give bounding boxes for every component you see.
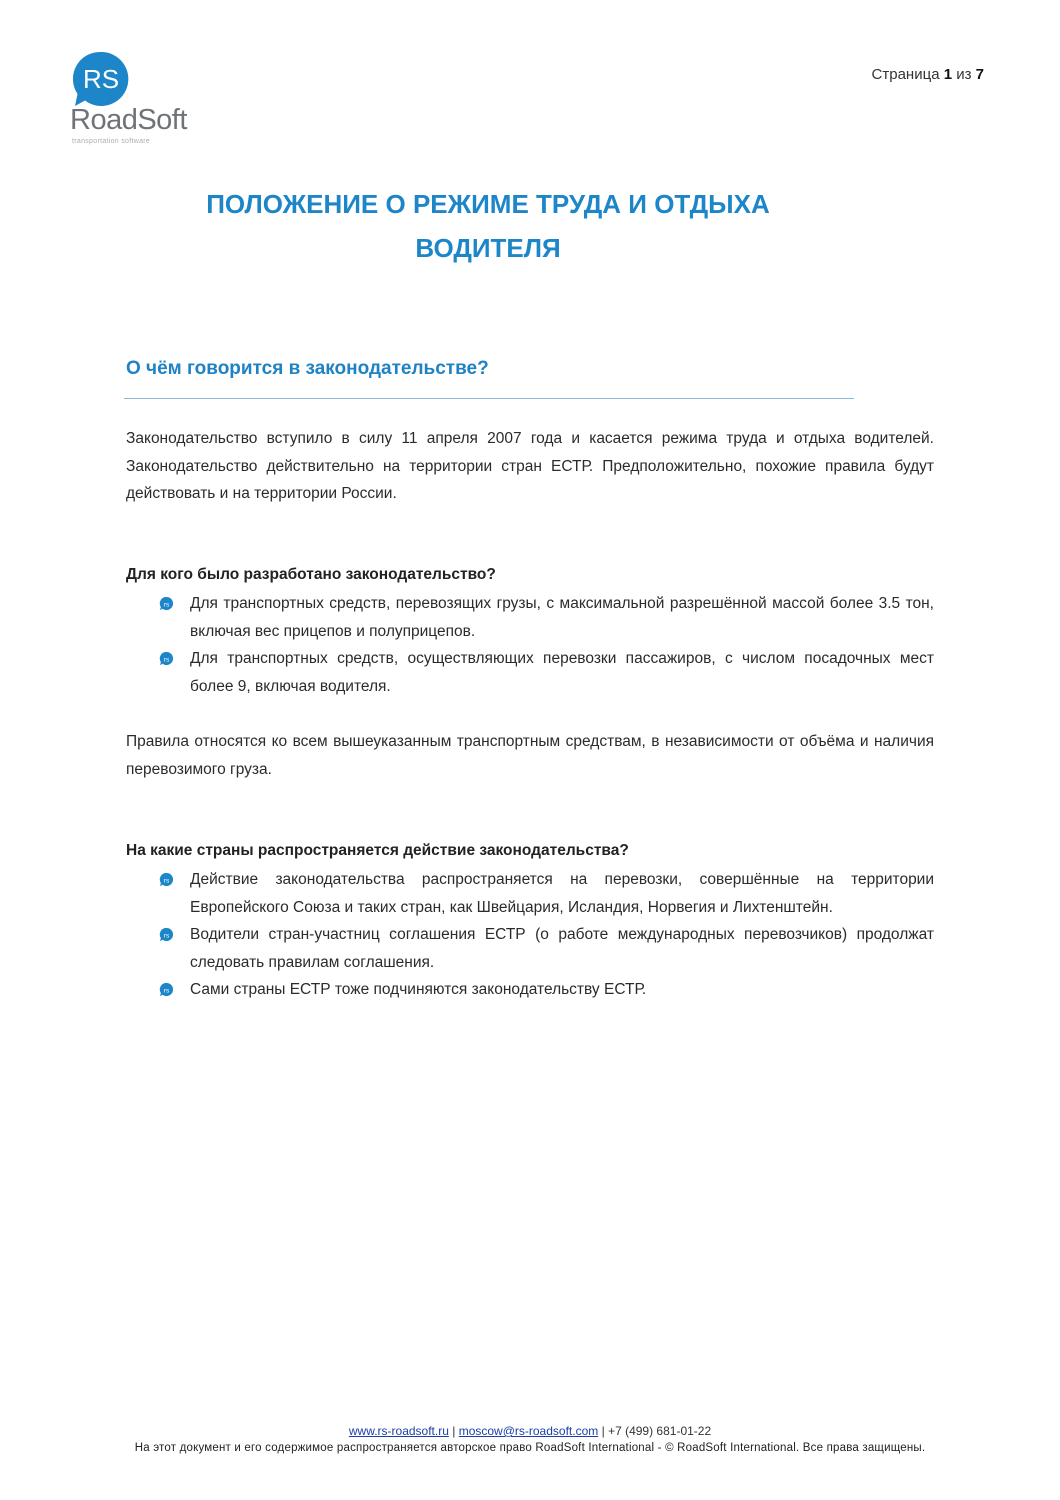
- list-item: [126, 645, 934, 700]
- question-countries: На какие страны распространяется действие законодательства?: [126, 842, 629, 859]
- title-line-2: ВОДИТЕЛЯ: [415, 233, 561, 263]
- footer-separator: |: [601, 1424, 605, 1438]
- page-label: Страница: [871, 66, 940, 83]
- svg-text:rs: rs: [163, 656, 170, 664]
- logo-letters: RS: [82, 64, 120, 94]
- list-item-text: Для транспортных средств, осуществляющих перевозки пассажиров, с числом посадочных мест более 9, включая водителя.: [190, 650, 934, 695]
- copyright-notice: На этот документ и его содержимое распространяется авторское право RoadSoft International - © RoadSoft International. Все права защищены.: [134, 1442, 926, 1454]
- section-heading: О чём говорится в законодательстве?: [126, 358, 489, 379]
- phone-number: +7 (499) 681-01-22: [608, 1424, 712, 1438]
- document-title: [130, 182, 846, 270]
- list-item-text: Водители стран-участниц соглашения ЕСТР (о работе международных перевозчиков) продолжат следовать правилам соглашения.: [190, 926, 934, 971]
- svg-text:rs: rs: [163, 932, 170, 940]
- title-line-1: ПОЛОЖЕНИЕ О РЕЖИМЕ ТРУДА И ОТДЫХА: [206, 189, 770, 219]
- page-number: [872, 66, 984, 83]
- roadsoft-logo: [70, 50, 200, 150]
- rs-bullet-icon: [159, 651, 174, 666]
- heading-divider: [124, 398, 854, 399]
- logo-tagline: transportation software: [72, 138, 151, 145]
- list-item: [126, 590, 934, 645]
- rs-bullet-icon: [159, 872, 174, 887]
- list-item: [126, 866, 934, 921]
- intro-paragraph: Законодательство вступило в силу 11 апреля 2007 года и касается режима труда и отдыха водителей. Законодательство действительно на территории стран ЕСТР. Предположительно, похожие правила будут действовать и на территории России.: [126, 430, 934, 502]
- note-paragraph: Правила относятся ко всем вышеуказанным транспортным средствам, в независимости от объёма и наличия перевозимого груза.: [126, 733, 934, 778]
- page-of: из: [956, 66, 972, 83]
- list-item: [126, 921, 934, 976]
- rs-bullet-icon: [159, 596, 174, 611]
- svg-text:rs: rs: [163, 877, 170, 885]
- question-who: Для кого было разработано законодательство?: [126, 566, 496, 583]
- svg-text:rs: rs: [163, 601, 170, 609]
- rs-bullet-icon: [159, 927, 174, 942]
- logo-wordmark: RoadSoft: [70, 104, 187, 136]
- list-item: [126, 976, 934, 1004]
- page-current: 1: [943, 66, 953, 83]
- footer-separator: |: [452, 1424, 456, 1438]
- footer-contacts: [0, 1424, 1060, 1438]
- countries-list: [126, 866, 934, 1004]
- svg-text:rs: rs: [163, 987, 170, 995]
- who-list: [126, 590, 934, 700]
- list-item-text: Сами страны ЕСТР тоже подчиняются законодательству ЕСТР.: [190, 981, 647, 998]
- list-item-text: Действие законодательства распространяется на перевозки, совершённые на территории Европейского Союза и таких стран, как Швейцария, Исландия, Норвегия и Лихтенштейн.: [190, 871, 934, 916]
- list-item-text: Для транспортных средств, перевозящих грузы, с максимальной разрешённой массой более 3.5 тон, включая вес прицепов и полуприцепов.: [190, 595, 934, 640]
- page-total: 7: [975, 66, 984, 83]
- rs-speech-bubble-icon: [72, 50, 130, 108]
- email-link[interactable]: moscow@rs-roadsoft.com: [458, 1424, 599, 1438]
- website-link[interactable]: www.rs-roadsoft.ru: [348, 1424, 449, 1438]
- rs-bullet-icon: [159, 982, 174, 997]
